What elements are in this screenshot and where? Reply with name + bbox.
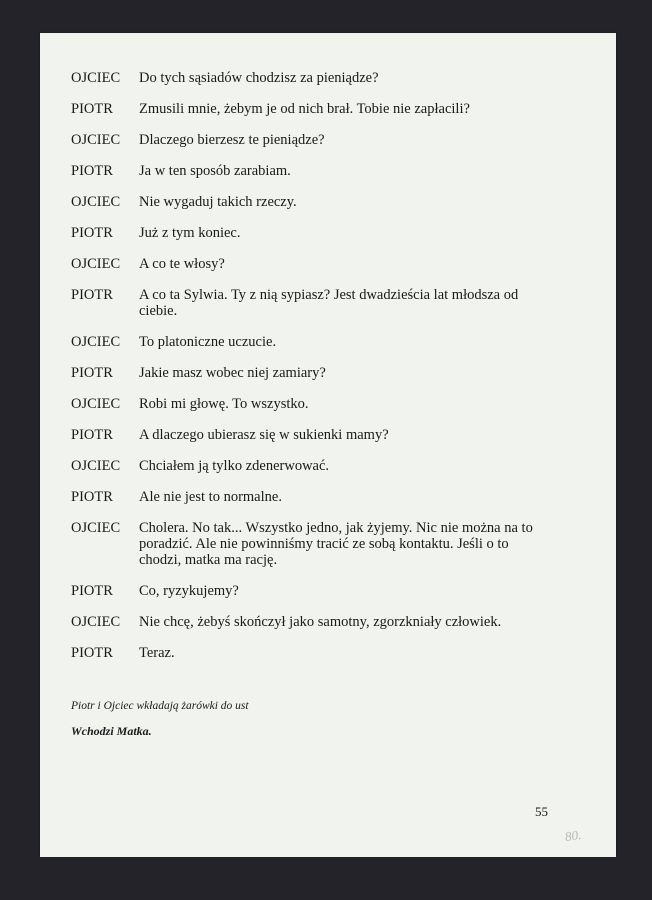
speech-text: To platoniczne uczucie. (139, 334, 277, 350)
speaker-name: PIOTR (71, 163, 113, 179)
speaker-name: OJCIEC (71, 458, 121, 474)
dialogue-line (71, 287, 541, 319)
speech-text: Nie wygaduj takich rzeczy. (139, 194, 297, 210)
dialogue-block (71, 70, 541, 661)
dialogue-line (71, 225, 541, 241)
speech-text: Do tych sąsiadów chodzisz za pieniądze? (139, 70, 379, 86)
speech-text: Ja w ten sposób zarabiam. (139, 163, 291, 179)
dialogue-line (71, 614, 541, 630)
dialogue-line (71, 132, 541, 148)
speech-text: A co ta Sylwia. Ty z nią sypiasz? Jest dwadzieścia lat młodsza od ciebie. (139, 287, 519, 319)
speaker-name: OJCIEC (71, 256, 121, 272)
speaker-name: OJCIEC (71, 520, 121, 536)
speech-text: Robi mi głowę. To wszystko. (139, 396, 309, 412)
dialogue-line (71, 489, 541, 505)
speaker-name: OJCIEC (71, 70, 121, 86)
speech-text: Nie chcę, żebyś skończył jako samotny, zgorzkniały człowiek. (139, 614, 502, 630)
dialogue-line (71, 334, 541, 350)
speaker-name: PIOTR (71, 645, 113, 661)
speaker-name: OJCIEC (71, 194, 121, 210)
speaker-name: PIOTR (71, 489, 113, 505)
page-number: 55 (535, 804, 548, 819)
speaker-name: PIOTR (71, 427, 113, 443)
stage-direction-entrance: Wchodzi Matka. (71, 724, 152, 738)
speech-text: Jakie masz wobec niej zamiary? (139, 365, 326, 381)
speaker-name: PIOTR (71, 287, 113, 303)
stage-direction: Piotr i Ojciec wkładają żarówki do ust (71, 700, 249, 712)
dialogue-line (71, 583, 541, 599)
dialogue-line (71, 427, 541, 443)
speech-text: Już z tym koniec. (139, 225, 241, 241)
handwritten-mark: 80. (563, 826, 583, 845)
speech-text: Ale nie jest to normalne. (139, 489, 282, 505)
speaker-name: OJCIEC (71, 334, 121, 350)
speech-text: Co, ryzykujemy? (139, 583, 239, 599)
dialogue-line (71, 70, 541, 86)
speech-text: A dlaczego ubierasz się w sukienki mamy? (139, 427, 389, 443)
dialogue-line (71, 163, 541, 179)
dialogue-line (71, 101, 541, 117)
speaker-name: OJCIEC (71, 396, 121, 412)
speaker-name: PIOTR (71, 583, 113, 599)
speech-text: Teraz. (139, 645, 175, 661)
dialogue-line (71, 365, 541, 381)
dialogue-line (71, 645, 541, 661)
speaker-name: OJCIEC (71, 132, 121, 148)
dialogue-line (71, 396, 541, 412)
speaker-name: PIOTR (71, 225, 113, 241)
speech-text: Cholera. No tak... Wszystko jedno, jak żyjemy. Nic nie można na to poradzić. Ale nie powinniśmy tracić ze sobą kontaktu. Jeśli o to chodzi, matka ma rację. (139, 520, 533, 568)
speaker-name: PIOTR (71, 101, 113, 117)
speech-text: Chciałem ją tylko zdenerwować. (139, 458, 330, 474)
speech-text: A co te włosy? (139, 256, 225, 272)
speech-text: Zmusili mnie, żebym je od nich brał. Tobie nie zapłacili? (139, 101, 470, 117)
speech-text: Dlaczego bierzesz te pieniądze? (139, 132, 325, 148)
speaker-name: PIOTR (71, 365, 113, 381)
dialogue-line (71, 256, 541, 272)
speaker-name: OJCIEC (71, 614, 121, 630)
dialogue-line (71, 520, 541, 568)
dialogue-line (71, 194, 541, 210)
dialogue-line (71, 458, 541, 474)
